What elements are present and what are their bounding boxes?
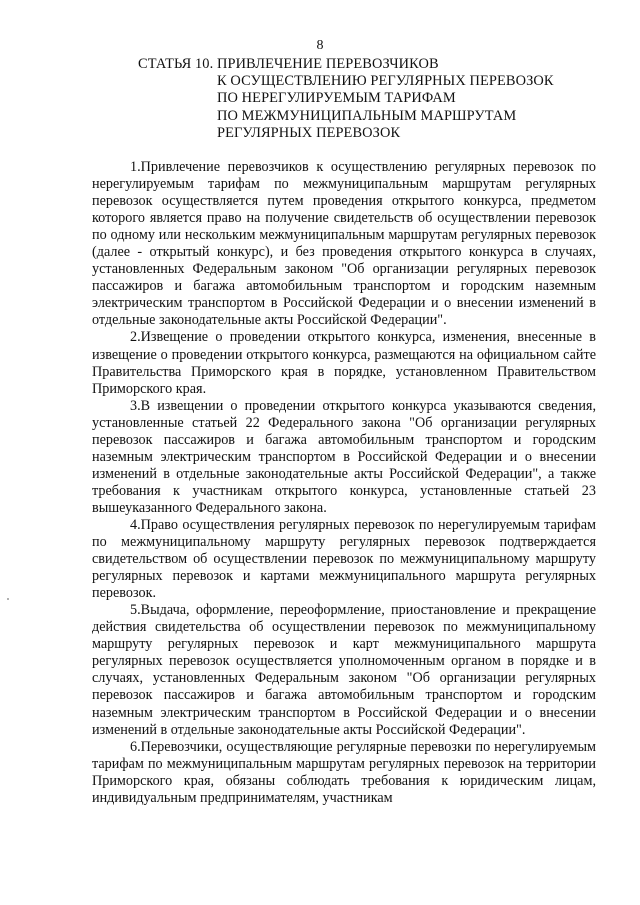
heading-line: РЕГУЛЯРНЫХ ПЕРЕВОЗОК [217,124,401,141]
page-number: 8 [316,38,324,53]
heading-line: СТАТЬЯ 10. ПРИВЛЕЧЕНИЕ ПЕРЕВОЗЧИКОВ [138,56,439,72]
article-heading [138,56,608,142]
article-body [92,159,596,807]
paragraph-4: 4.Право осуществления регулярных перевозок по нерегулируемым тарифам по межмуниципальному маршруту регулярных перевозок подтверждается свидетельством об осуществлении перевозок по межмуниципальному маршруту регулярных перевозок и картами межмуниципального маршрута регулярных перевозок. [92,516,596,602]
paragraph-1: 1.Привлечение перевозчиков к осуществлению регулярных перевозок по нерегулируемым тарифам по межмуниципальным маршрутам регулярных перевозок осуществляется путем проведения открытого конкурса, предметом которого является право на получение свидетельств об осуществлении перевозок по одному или нескольким межмуниципальным маршрутам регулярных перевозок (далее - открытый конкурс), и без проведения открытого конкурса в случаях, установленных Федеральным законом "Об организации регулярных перевозок пассажиров и багажа автомобильным транспортом и городским наземным электрическим транспортом в Российской Федерации и о внесении изменений в отдельные законодательные акты Российской Федерации". [92,159,596,329]
scan-speck [7,598,9,600]
paragraph-2: 2.Извещение о проведении открытого конкурса, изменения, внесенные в извещение о проведении открытого конкурса, размещаются на официальном сайте Правительства Приморского края в порядке, установленном Правительством Приморского края. [92,329,596,397]
paragraph-3: 3.В извещении о проведении открытого конкурса указываются сведения, установленные статьей 22 Федерального закона "Об организации регулярных перевозок пассажиров и багажа автомобильным транспортом и городским наземным электрическим транспортом в Российской Федерации и о внесении изменений в отдельные законодательные акты Российской Федерации", а также требования к участникам открытого конкурса, установленные статьей 23 вышеуказанного Федерального закона. [92,397,596,516]
heading-line: ПО МЕЖМУНИЦИПАЛЬНЫМ МАРШРУТАМ [217,107,517,124]
heading-line: К ОСУЩЕСТВЛЕНИЮ РЕГУЛЯРНЫХ ПЕРЕВОЗОК [217,73,554,90]
paragraph-6: 6.Перевозчики, осуществляющие регулярные перевозки по нерегулируемым тарифам по межмуниципальным маршрутам регулярных перевозок на территории Приморского края, обязаны соблюдать требования к юридическим лицам, индивидуальным предпринимателям, участникам [92,738,596,806]
heading-line: ПО НЕРЕГУЛИРУЕМЫМ ТАРИФАМ [217,90,456,107]
paragraph-5: 5.Выдача, оформление, переоформление, приостановление и прекращение действия свидетельства об осуществлении перевозок по межмуниципальному маршруту регулярных перевозок и карт межмуниципального маршрута регулярных перевозок осуществляется уполномоченным органом в порядке и в случаях, установленных Федеральным законом "Об организации регулярных перевозок пассажиров и багажа автомобильным транспортом и городским наземным электрическим транспортом в Российской Федерации и о внесении изменений в отдельные законодательные акты Российской Федерации". [92,602,596,738]
